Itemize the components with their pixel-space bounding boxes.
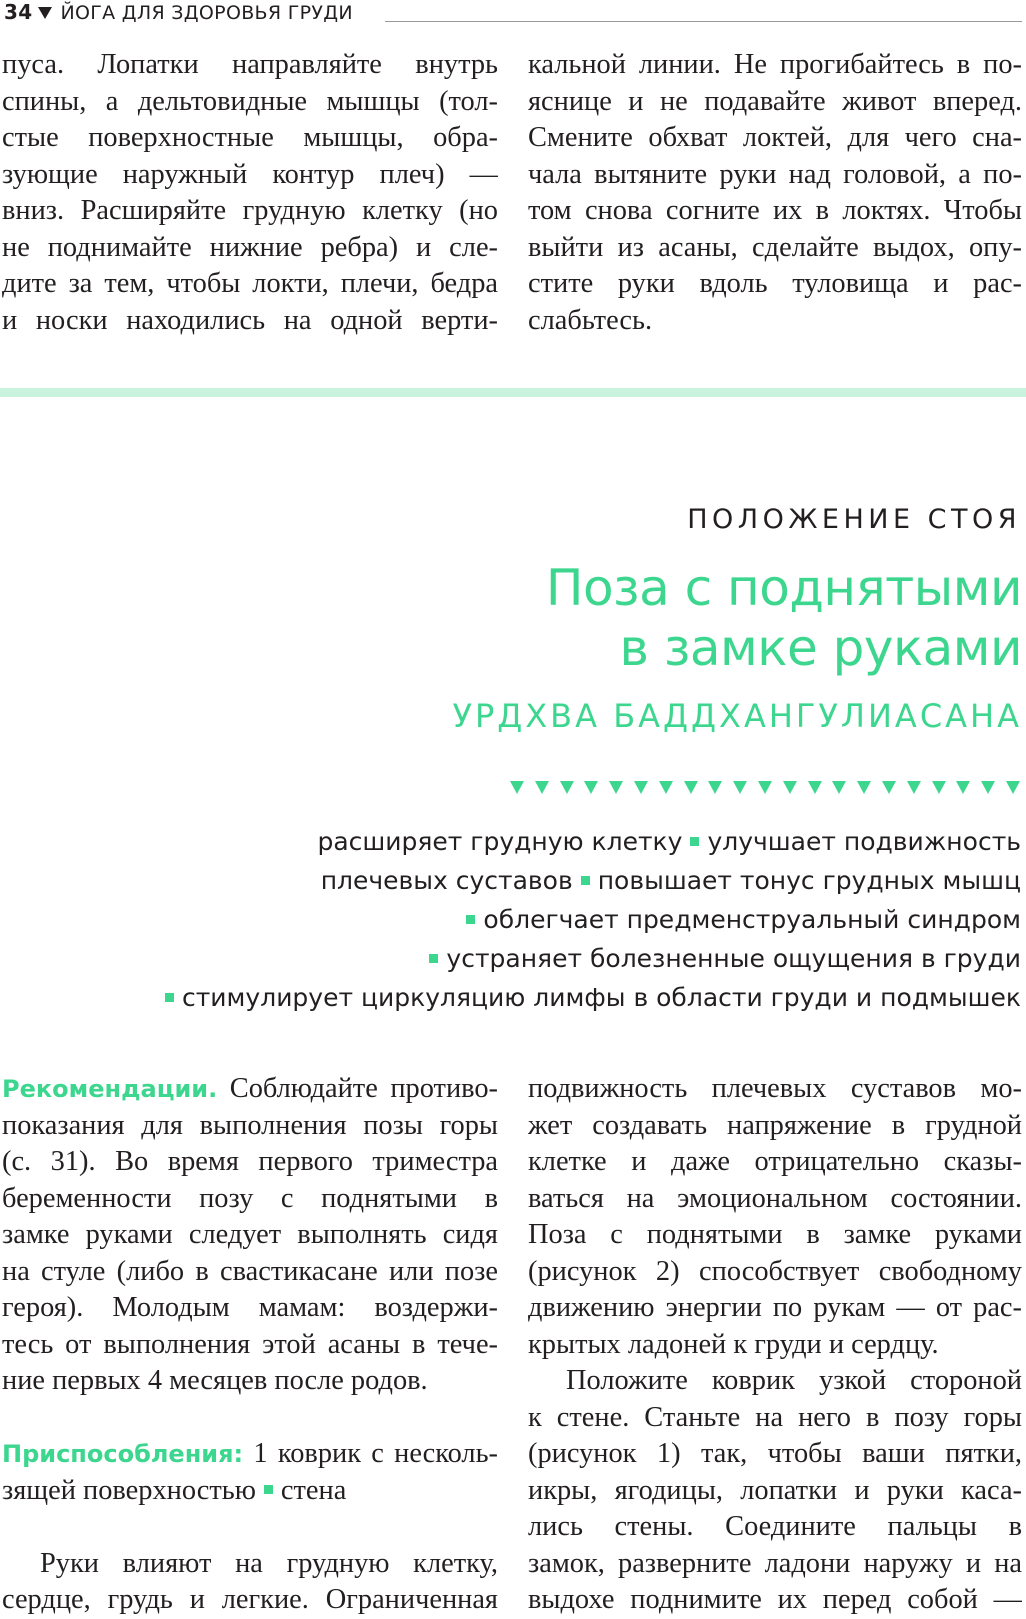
text-line <box>2 1473 498 1510</box>
text-line: движению энергии по рукам — от рас- <box>528 1292 1022 1323</box>
text-line: вниз. Расширяйте грудную клетку (но <box>2 195 498 226</box>
text-line: Поза с поднятыми в замке руками <box>528 1219 1022 1250</box>
top-left-column <box>2 47 498 339</box>
text-line: стые поверхностные мышцы, обра- <box>2 122 498 153</box>
text-line: спины, а дельтовидные мышцы (тол- <box>2 85 498 117</box>
benefit-item: облегчает предменструальный синдром <box>483 905 1021 934</box>
header-rule <box>385 21 1022 22</box>
props-label: Приспособления: <box>2 1440 244 1468</box>
text-line: яснице и не подавайте живот вперед. <box>528 85 1022 117</box>
text-line: подвижность плечевых суставов мо- <box>528 1073 1022 1104</box>
benefits-line <box>11 822 1021 861</box>
bullet-icon <box>690 837 699 846</box>
text-line: икры, ягодицы, лопатки и руки каса- <box>528 1474 1022 1506</box>
triangle-marker-icon <box>932 781 946 794</box>
text-line: том снова согните их в локтях. Чтобы <box>528 195 1022 226</box>
text-line: лись стены. Соедините пальцы в <box>528 1511 1022 1542</box>
page-number: 34 <box>4 0 33 24</box>
text-line: слабьтесь. <box>528 304 653 336</box>
triangle-marker-icon <box>634 781 648 794</box>
benefits-line <box>11 978 1021 1017</box>
bullet-icon <box>466 915 475 924</box>
text-line: выдохе поднимите их перед собой — <box>528 1584 1022 1615</box>
book-title: ЙОГА ДЛЯ ЗДОРОВЬЯ ГРУДИ <box>60 2 353 24</box>
text-fragment: зящей поверхностью <box>2 1474 256 1506</box>
text-line: не поднимайте нижние ребра) и сле- <box>2 231 498 263</box>
text-line: (рисунок 2) способствует свободному <box>528 1255 1022 1287</box>
text-line: замке руками следует выполнять сидя <box>2 1219 498 1250</box>
bottom-right-column <box>528 1071 1022 1619</box>
bottom-left-column <box>2 1071 498 1619</box>
triangle-marker-icon <box>609 781 623 794</box>
triangle-marker-icon <box>956 781 970 794</box>
benefit-item: расширяет грудную клетку <box>317 827 683 856</box>
text-line: Руки влияют на грудную клетку, <box>40 1547 498 1579</box>
bullet-icon <box>165 993 174 1002</box>
pose-title-line: Поза с поднятыми <box>545 559 1022 617</box>
benefits-line <box>11 900 1021 939</box>
text-line: (с. 31). Во время первого триместра <box>2 1146 498 1177</box>
triangle-marker-icon <box>733 781 747 794</box>
text-fragment: стена <box>280 1474 347 1506</box>
text-fragment: Соблюдайте противо- <box>229 1073 498 1104</box>
triangle-marker-icon <box>981 781 995 794</box>
text-line: дите за тем, чтобы локти, плечи, бедра <box>2 268 498 299</box>
bullet-icon <box>581 876 590 885</box>
benefits-list <box>11 822 1021 1017</box>
benefits-line <box>11 861 1021 900</box>
benefits-line <box>11 939 1021 978</box>
triangle-marker-icon <box>882 781 896 794</box>
paragraph-gap <box>2 1509 498 1546</box>
text-line: и носки находились на одной верти- <box>2 304 498 336</box>
triangle-marker-icon <box>1006 781 1020 794</box>
triangle-marker-icon <box>584 781 598 794</box>
text-line: замок, разверните ладони наружу и на <box>528 1547 1022 1579</box>
text-line: выйти из асаны, сделайте выдох, опу- <box>528 231 1022 263</box>
benefit-item: повышает тонус грудных мышц <box>597 866 1021 895</box>
text-line <box>2 1436 498 1473</box>
triangle-marker-icon <box>560 781 574 794</box>
bullet-icon <box>429 954 438 963</box>
text-line: (рисунок 1) так, чтобы ваши пятки, <box>528 1438 1022 1469</box>
text-line: клетке и даже отрицательно сказы- <box>528 1146 1022 1177</box>
triangle-marker-icon <box>684 781 698 794</box>
triangle-marker-icon <box>832 781 846 794</box>
triangle-marker-icon <box>907 781 921 794</box>
text-line: беременности позу с поднятыми в <box>2 1182 498 1214</box>
text-line: жет создавать напряжение в грудной <box>528 1109 1022 1141</box>
text-line: кальной линии. Не прогибайтесь в по- <box>528 49 1022 80</box>
text-line: Смените обхват локтей, для чего сна- <box>528 122 1022 153</box>
pose-title <box>546 558 1022 678</box>
triangle-marker-icon <box>808 781 822 794</box>
text-line: ние первых 4 месяцев после родов. <box>2 1365 428 1396</box>
text-line: на стуле (либо в свастикасане или позе <box>2 1255 498 1287</box>
text-line: крытых ладоней к груди и сердцу. <box>528 1328 939 1360</box>
benefit-item: устраняет болезненные ощущения в груди <box>446 944 1021 973</box>
bullet-icon <box>264 1485 273 1494</box>
text-line: Положите коврик узкой стороной <box>566 1365 1022 1396</box>
text-line: стите руки вдоль туловища и рас- <box>528 268 1022 299</box>
text-line: зующие наружный контур плеч) — <box>2 158 498 190</box>
text-line: пуса. Лопатки направляйте внутрь <box>2 49 498 80</box>
text-line: героя). Молодым мамам: воздержи- <box>2 1292 498 1323</box>
running-header-text <box>4 0 353 25</box>
triangle-marker-icon <box>535 781 549 794</box>
triangle-marker-icon <box>857 781 871 794</box>
text-fragment: 1 коврик с несколь- <box>253 1438 498 1469</box>
text-line: сердце, грудь и легкие. Ограниченная <box>2 1584 498 1615</box>
benefit-item: стимулирует циркуляцию лимфы в области груди и подмышек <box>182 983 1021 1012</box>
triangle-marker-icon <box>38 7 52 19</box>
triangle-marker-icon <box>783 781 797 794</box>
text-line: показания для выполнения позы горы <box>2 1109 498 1141</box>
recommendations-label: Рекомендации. <box>2 1075 218 1103</box>
text-line: тесь от выполнения этой асаны в тече- <box>2 1328 498 1360</box>
paragraph-gap <box>2 1400 498 1437</box>
triangle-marker-icon <box>708 781 722 794</box>
benefit-item: улучшает подвижность <box>707 827 1021 856</box>
triangle-marker-icon <box>758 781 772 794</box>
pose-sanskrit-name: УРДХВА БАДДХАНГУЛИАСАНА <box>452 697 1022 735</box>
triangle-marker-icon <box>659 781 673 794</box>
text-line: к стене. Станьте на него в позу горы <box>528 1401 1022 1433</box>
triangle-marker-icon <box>510 781 524 794</box>
section-divider <box>0 388 1026 397</box>
benefit-item: плечевых суставов <box>320 866 573 895</box>
section-kicker: ПОЛОЖЕНИЕ СТОЯ <box>687 504 1021 535</box>
text-line <box>2 1071 498 1108</box>
top-right-column <box>528 47 1022 339</box>
text-line: ваться на эмоциональном состоянии. <box>528 1182 1022 1214</box>
text-line: чала вытяните руки над головой, а по- <box>528 158 1022 190</box>
pose-title-line: в замке руками <box>619 619 1022 677</box>
running-header <box>0 0 1026 26</box>
triangle-divider <box>499 781 1020 797</box>
